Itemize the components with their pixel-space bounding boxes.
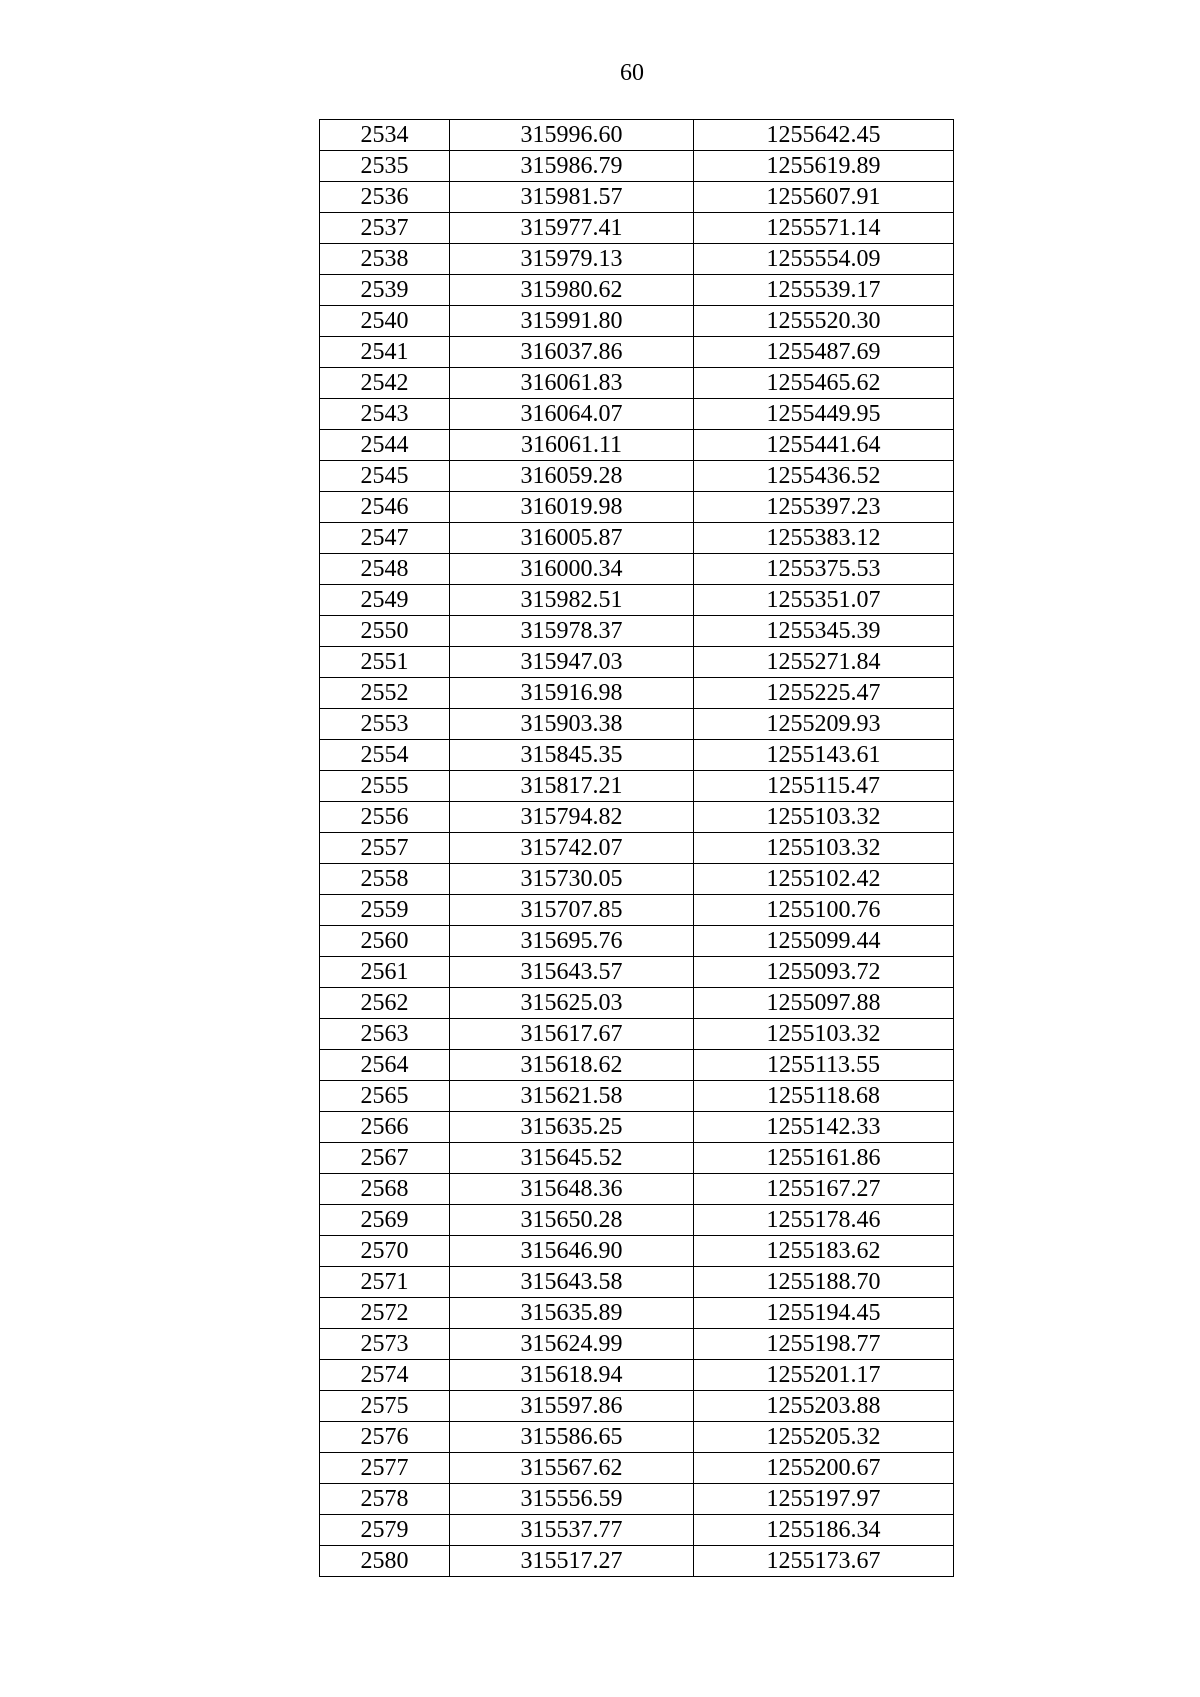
x-coordinate-cell: 315986.79 <box>450 151 694 182</box>
point-number-cell: 2544 <box>320 430 450 461</box>
coordinates-table <box>319 119 954 1577</box>
x-coordinate-cell: 316005.87 <box>450 523 694 554</box>
y-coordinate-cell: 1255351.07 <box>694 585 954 616</box>
x-coordinate-cell: 315586.65 <box>450 1422 694 1453</box>
table-row <box>320 616 954 647</box>
point-number-cell: 2562 <box>320 988 450 1019</box>
table-row <box>320 740 954 771</box>
table-row <box>320 1329 954 1360</box>
point-number-cell: 2566 <box>320 1112 450 1143</box>
x-coordinate-cell: 315742.07 <box>450 833 694 864</box>
x-coordinate-cell: 315621.58 <box>450 1081 694 1112</box>
table-row <box>320 802 954 833</box>
point-number-cell: 2548 <box>320 554 450 585</box>
point-number-cell: 2559 <box>320 895 450 926</box>
x-coordinate-cell: 316000.34 <box>450 554 694 585</box>
x-coordinate-cell: 315567.62 <box>450 1453 694 1484</box>
y-coordinate-cell: 1255103.32 <box>694 833 954 864</box>
table-row <box>320 709 954 740</box>
x-coordinate-cell: 315947.03 <box>450 647 694 678</box>
x-coordinate-cell: 316019.98 <box>450 492 694 523</box>
table-row <box>320 647 954 678</box>
table-row <box>320 771 954 802</box>
y-coordinate-cell: 1255161.86 <box>694 1143 954 1174</box>
y-coordinate-cell: 1255194.45 <box>694 1298 954 1329</box>
x-coordinate-cell: 315648.36 <box>450 1174 694 1205</box>
point-number-cell: 2569 <box>320 1205 450 1236</box>
table-row <box>320 1081 954 1112</box>
x-coordinate-cell: 315977.41 <box>450 213 694 244</box>
y-coordinate-cell: 1255178.46 <box>694 1205 954 1236</box>
x-coordinate-cell: 315618.94 <box>450 1360 694 1391</box>
table-row <box>320 1205 954 1236</box>
page-number: 60 <box>620 60 644 86</box>
table-row <box>320 306 954 337</box>
table-row <box>320 1484 954 1515</box>
table-row <box>320 1360 954 1391</box>
point-number-cell: 2578 <box>320 1484 450 1515</box>
table-row <box>320 1019 954 1050</box>
x-coordinate-cell: 315556.59 <box>450 1484 694 1515</box>
point-number-cell: 2564 <box>320 1050 450 1081</box>
table-row <box>320 1236 954 1267</box>
x-coordinate-cell: 315645.52 <box>450 1143 694 1174</box>
y-coordinate-cell: 1255097.88 <box>694 988 954 1019</box>
x-coordinate-cell: 315635.25 <box>450 1112 694 1143</box>
point-number-cell: 2573 <box>320 1329 450 1360</box>
x-coordinate-cell: 315817.21 <box>450 771 694 802</box>
point-number-cell: 2574 <box>320 1360 450 1391</box>
point-number-cell: 2547 <box>320 523 450 554</box>
y-coordinate-cell: 1255383.12 <box>694 523 954 554</box>
y-coordinate-cell: 1255118.68 <box>694 1081 954 1112</box>
x-coordinate-cell: 316064.07 <box>450 399 694 430</box>
x-coordinate-cell: 315845.35 <box>450 740 694 771</box>
table-row <box>320 585 954 616</box>
table-row <box>320 1391 954 1422</box>
point-number-cell: 2542 <box>320 368 450 399</box>
y-coordinate-cell: 1255345.39 <box>694 616 954 647</box>
point-number-cell: 2543 <box>320 399 450 430</box>
y-coordinate-cell: 1255520.30 <box>694 306 954 337</box>
x-coordinate-cell: 315991.80 <box>450 306 694 337</box>
y-coordinate-cell: 1255093.72 <box>694 957 954 988</box>
x-coordinate-cell: 315625.03 <box>450 988 694 1019</box>
point-number-cell: 2563 <box>320 1019 450 1050</box>
x-coordinate-cell: 315643.57 <box>450 957 694 988</box>
x-coordinate-cell: 316037.86 <box>450 337 694 368</box>
point-number-cell: 2567 <box>320 1143 450 1174</box>
point-number-cell: 2558 <box>320 864 450 895</box>
x-coordinate-cell: 315617.67 <box>450 1019 694 1050</box>
y-coordinate-cell: 1255271.84 <box>694 647 954 678</box>
table-row <box>320 1453 954 1484</box>
table-row <box>320 988 954 1019</box>
x-coordinate-cell: 315650.28 <box>450 1205 694 1236</box>
y-coordinate-cell: 1255449.95 <box>694 399 954 430</box>
table-row <box>320 182 954 213</box>
y-coordinate-cell: 1255554.09 <box>694 244 954 275</box>
x-coordinate-cell: 315794.82 <box>450 802 694 833</box>
y-coordinate-cell: 1255209.93 <box>694 709 954 740</box>
point-number-cell: 2550 <box>320 616 450 647</box>
point-number-cell: 2576 <box>320 1422 450 1453</box>
table-row <box>320 430 954 461</box>
point-number-cell: 2551 <box>320 647 450 678</box>
x-coordinate-cell: 315981.57 <box>450 182 694 213</box>
y-coordinate-cell: 1255205.32 <box>694 1422 954 1453</box>
point-number-cell: 2565 <box>320 1081 450 1112</box>
y-coordinate-cell: 1255200.67 <box>694 1453 954 1484</box>
point-number-cell: 2557 <box>320 833 450 864</box>
y-coordinate-cell: 1255198.77 <box>694 1329 954 1360</box>
table-row <box>320 864 954 895</box>
y-coordinate-cell: 1255225.47 <box>694 678 954 709</box>
x-coordinate-cell: 316061.11 <box>450 430 694 461</box>
y-coordinate-cell: 1255103.32 <box>694 1019 954 1050</box>
point-number-cell: 2534 <box>320 120 450 151</box>
x-coordinate-cell: 315517.27 <box>450 1546 694 1577</box>
point-number-cell: 2555 <box>320 771 450 802</box>
point-number-cell: 2539 <box>320 275 450 306</box>
point-number-cell: 2554 <box>320 740 450 771</box>
table-row <box>320 151 954 182</box>
table-row <box>320 895 954 926</box>
point-number-cell: 2560 <box>320 926 450 957</box>
table-row <box>320 678 954 709</box>
point-number-cell: 2552 <box>320 678 450 709</box>
x-coordinate-cell: 315537.77 <box>450 1515 694 1546</box>
table-row <box>320 399 954 430</box>
x-coordinate-cell: 315916.98 <box>450 678 694 709</box>
point-number-cell: 2536 <box>320 182 450 213</box>
y-coordinate-cell: 1255197.97 <box>694 1484 954 1515</box>
point-number-cell: 2549 <box>320 585 450 616</box>
x-coordinate-cell: 315646.90 <box>450 1236 694 1267</box>
table-row <box>320 1515 954 1546</box>
table-row <box>320 1267 954 1298</box>
coordinates-table-body <box>320 120 954 1577</box>
point-number-cell: 2540 <box>320 306 450 337</box>
y-coordinate-cell: 1255103.32 <box>694 802 954 833</box>
table-row <box>320 337 954 368</box>
y-coordinate-cell: 1255539.17 <box>694 275 954 306</box>
y-coordinate-cell: 1255441.64 <box>694 430 954 461</box>
y-coordinate-cell: 1255487.69 <box>694 337 954 368</box>
table-row <box>320 523 954 554</box>
table-row <box>320 492 954 523</box>
table-row <box>320 368 954 399</box>
y-coordinate-cell: 1255173.67 <box>694 1546 954 1577</box>
table-row <box>320 1143 954 1174</box>
table-row <box>320 833 954 864</box>
table-row <box>320 244 954 275</box>
y-coordinate-cell: 1255397.23 <box>694 492 954 523</box>
x-coordinate-cell: 315980.62 <box>450 275 694 306</box>
table-row <box>320 213 954 244</box>
x-coordinate-cell: 315695.76 <box>450 926 694 957</box>
point-number-cell: 2561 <box>320 957 450 988</box>
point-number-cell: 2537 <box>320 213 450 244</box>
table-row <box>320 1298 954 1329</box>
y-coordinate-cell: 1255571.14 <box>694 213 954 244</box>
table-row <box>320 554 954 585</box>
point-number-cell: 2577 <box>320 1453 450 1484</box>
table-row <box>320 461 954 492</box>
y-coordinate-cell: 1255102.42 <box>694 864 954 895</box>
table-row <box>320 1546 954 1577</box>
x-coordinate-cell: 315624.99 <box>450 1329 694 1360</box>
table-row <box>320 120 954 151</box>
point-number-cell: 2545 <box>320 461 450 492</box>
y-coordinate-cell: 1255099.44 <box>694 926 954 957</box>
point-number-cell: 2571 <box>320 1267 450 1298</box>
table-row <box>320 1050 954 1081</box>
table-row <box>320 1422 954 1453</box>
table-row <box>320 957 954 988</box>
x-coordinate-cell: 315643.58 <box>450 1267 694 1298</box>
point-number-cell: 2572 <box>320 1298 450 1329</box>
point-number-cell: 2546 <box>320 492 450 523</box>
x-coordinate-cell: 315978.37 <box>450 616 694 647</box>
y-coordinate-cell: 1255619.89 <box>694 151 954 182</box>
y-coordinate-cell: 1255375.53 <box>694 554 954 585</box>
y-coordinate-cell: 1255183.62 <box>694 1236 954 1267</box>
y-coordinate-cell: 1255203.88 <box>694 1391 954 1422</box>
x-coordinate-cell: 315618.62 <box>450 1050 694 1081</box>
y-coordinate-cell: 1255436.52 <box>694 461 954 492</box>
x-coordinate-cell: 315982.51 <box>450 585 694 616</box>
y-coordinate-cell: 1255188.70 <box>694 1267 954 1298</box>
table-row <box>320 1112 954 1143</box>
x-coordinate-cell: 315597.86 <box>450 1391 694 1422</box>
point-number-cell: 2570 <box>320 1236 450 1267</box>
x-coordinate-cell: 315996.60 <box>450 120 694 151</box>
point-number-cell: 2580 <box>320 1546 450 1577</box>
x-coordinate-cell: 315730.05 <box>450 864 694 895</box>
x-coordinate-cell: 316059.28 <box>450 461 694 492</box>
point-number-cell: 2553 <box>320 709 450 740</box>
table-row <box>320 1174 954 1205</box>
point-number-cell: 2568 <box>320 1174 450 1205</box>
x-coordinate-cell: 316061.83 <box>450 368 694 399</box>
y-coordinate-cell: 1255115.47 <box>694 771 954 802</box>
y-coordinate-cell: 1255113.55 <box>694 1050 954 1081</box>
x-coordinate-cell: 315903.38 <box>450 709 694 740</box>
table-row <box>320 926 954 957</box>
y-coordinate-cell: 1255642.45 <box>694 120 954 151</box>
y-coordinate-cell: 1255167.27 <box>694 1174 954 1205</box>
point-number-cell: 2538 <box>320 244 450 275</box>
y-coordinate-cell: 1255465.62 <box>694 368 954 399</box>
table-row <box>320 275 954 306</box>
point-number-cell: 2535 <box>320 151 450 182</box>
point-number-cell: 2579 <box>320 1515 450 1546</box>
y-coordinate-cell: 1255143.61 <box>694 740 954 771</box>
y-coordinate-cell: 1255100.76 <box>694 895 954 926</box>
y-coordinate-cell: 1255607.91 <box>694 182 954 213</box>
point-number-cell: 2575 <box>320 1391 450 1422</box>
point-number-cell: 2556 <box>320 802 450 833</box>
y-coordinate-cell: 1255186.34 <box>694 1515 954 1546</box>
x-coordinate-cell: 315979.13 <box>450 244 694 275</box>
y-coordinate-cell: 1255142.33 <box>694 1112 954 1143</box>
x-coordinate-cell: 315707.85 <box>450 895 694 926</box>
x-coordinate-cell: 315635.89 <box>450 1298 694 1329</box>
point-number-cell: 2541 <box>320 337 450 368</box>
y-coordinate-cell: 1255201.17 <box>694 1360 954 1391</box>
